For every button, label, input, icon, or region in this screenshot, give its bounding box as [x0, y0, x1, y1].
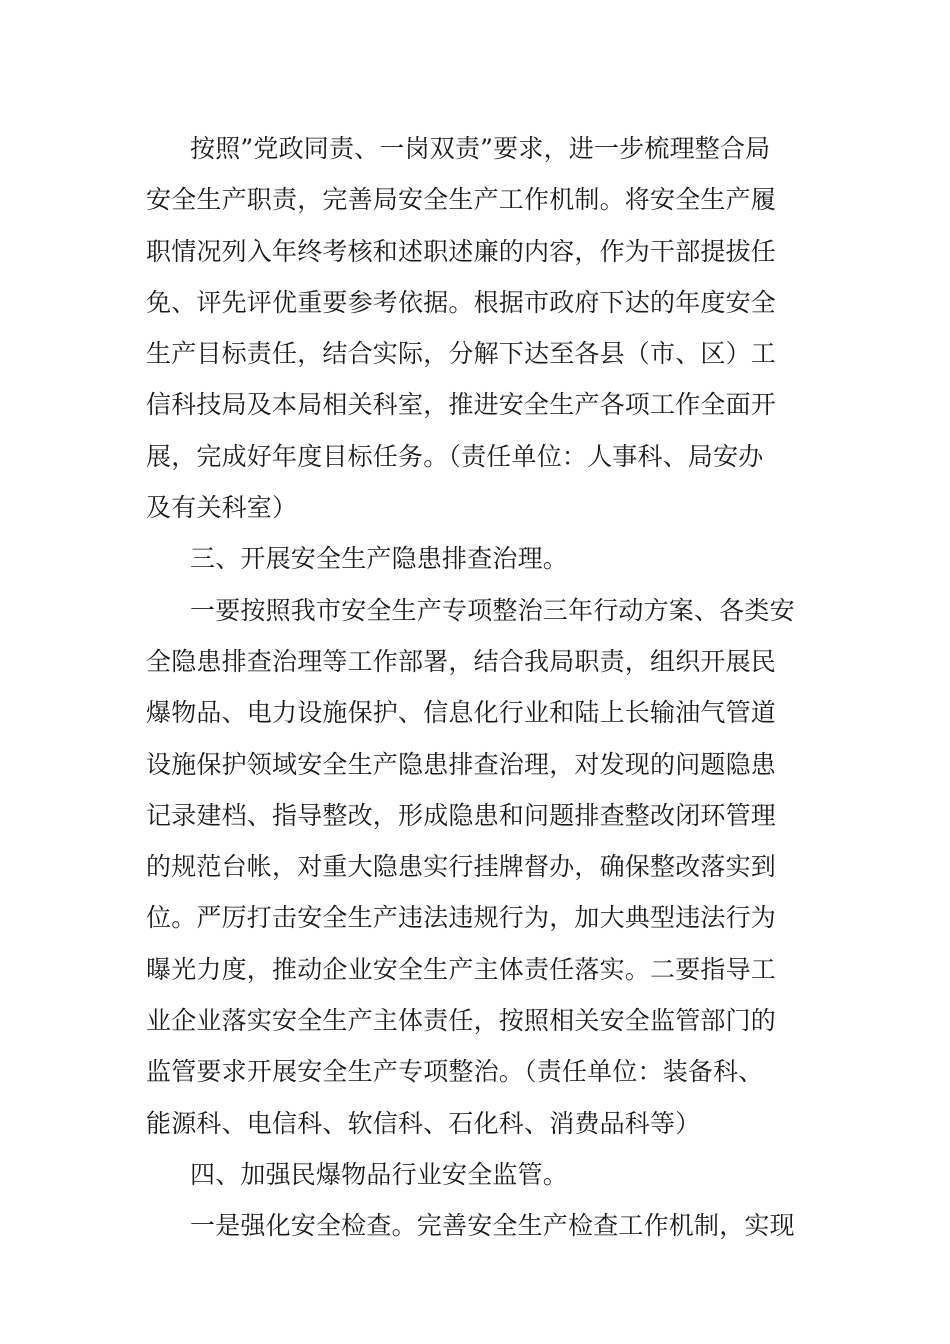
text-line: 职情况列入年终考核和述职述廉的内容，作为干部提拔任 — [146, 236, 777, 266]
text-line: 信科技局及本局相关科室，推进安全生产各项工作全面开 — [146, 390, 777, 420]
document-page — [146, 123, 810, 1252]
text-line: 按照”党政同责、一岗双责”要求，进一步梳理整合局 — [190, 134, 771, 163]
text-line: 能源科、电信科、软信科、石化科、消费品科等） — [146, 1108, 701, 1138]
text-line: 一是强化安全检查。完善安全生产检查工作机制，实现 — [190, 1211, 795, 1241]
text-line: 设施保护领域安全生产隐患排查治理，对发现的问题隐患 — [146, 749, 777, 779]
text-line: 业企业落实安全生产主体责任，按照相关安全监管部门的 — [146, 1006, 777, 1036]
text-line: 及有关科室） — [146, 493, 298, 523]
text-line: 爆物品、电力设施保护、信息化行业和陆上长输油气管道 — [146, 698, 777, 728]
text-line: 的规范台帐，对重大隐患实行挂牌督办，确保整改落实到 — [146, 852, 777, 882]
text-line: 曝光力度，推动企业安全生产主体责任落实。二要指导工 — [146, 954, 777, 984]
text-line: 位。严厉打击安全生产违法违规行为，加大典型违法行为 — [146, 903, 777, 933]
text-line: 免、评先评优重要参考依据。根据市政府下达的年度安全 — [146, 287, 777, 317]
section-heading: 三、开展安全生产隐患排查治理。 — [190, 544, 569, 574]
text-line: 监管要求开展安全生产专项整治。（责任单位：装备科、 — [146, 1057, 764, 1087]
text-line: 展，完成好年度目标任务。（责任单位：人事科、局安办 — [146, 441, 764, 471]
text-line: 安全生产职责，完善局安全生产工作机制。将安全生产履 — [146, 185, 777, 215]
text-line: 全隐患排查治理等工作部署，结合我局职责，组织开展民 — [146, 646, 777, 676]
text-line: 一要按照我市安全生产专项整治三年行动方案、各类安 — [190, 595, 795, 625]
text-line: 生产目标责任，结合实际，分解下达至各县（市、区）工 — [146, 339, 777, 369]
section-heading: 四、加强民爆物品行业安全监管。 — [190, 1159, 569, 1189]
text-line: 记录建档、指导整改，形成隐患和问题排查整改闭环管理 — [146, 800, 777, 830]
